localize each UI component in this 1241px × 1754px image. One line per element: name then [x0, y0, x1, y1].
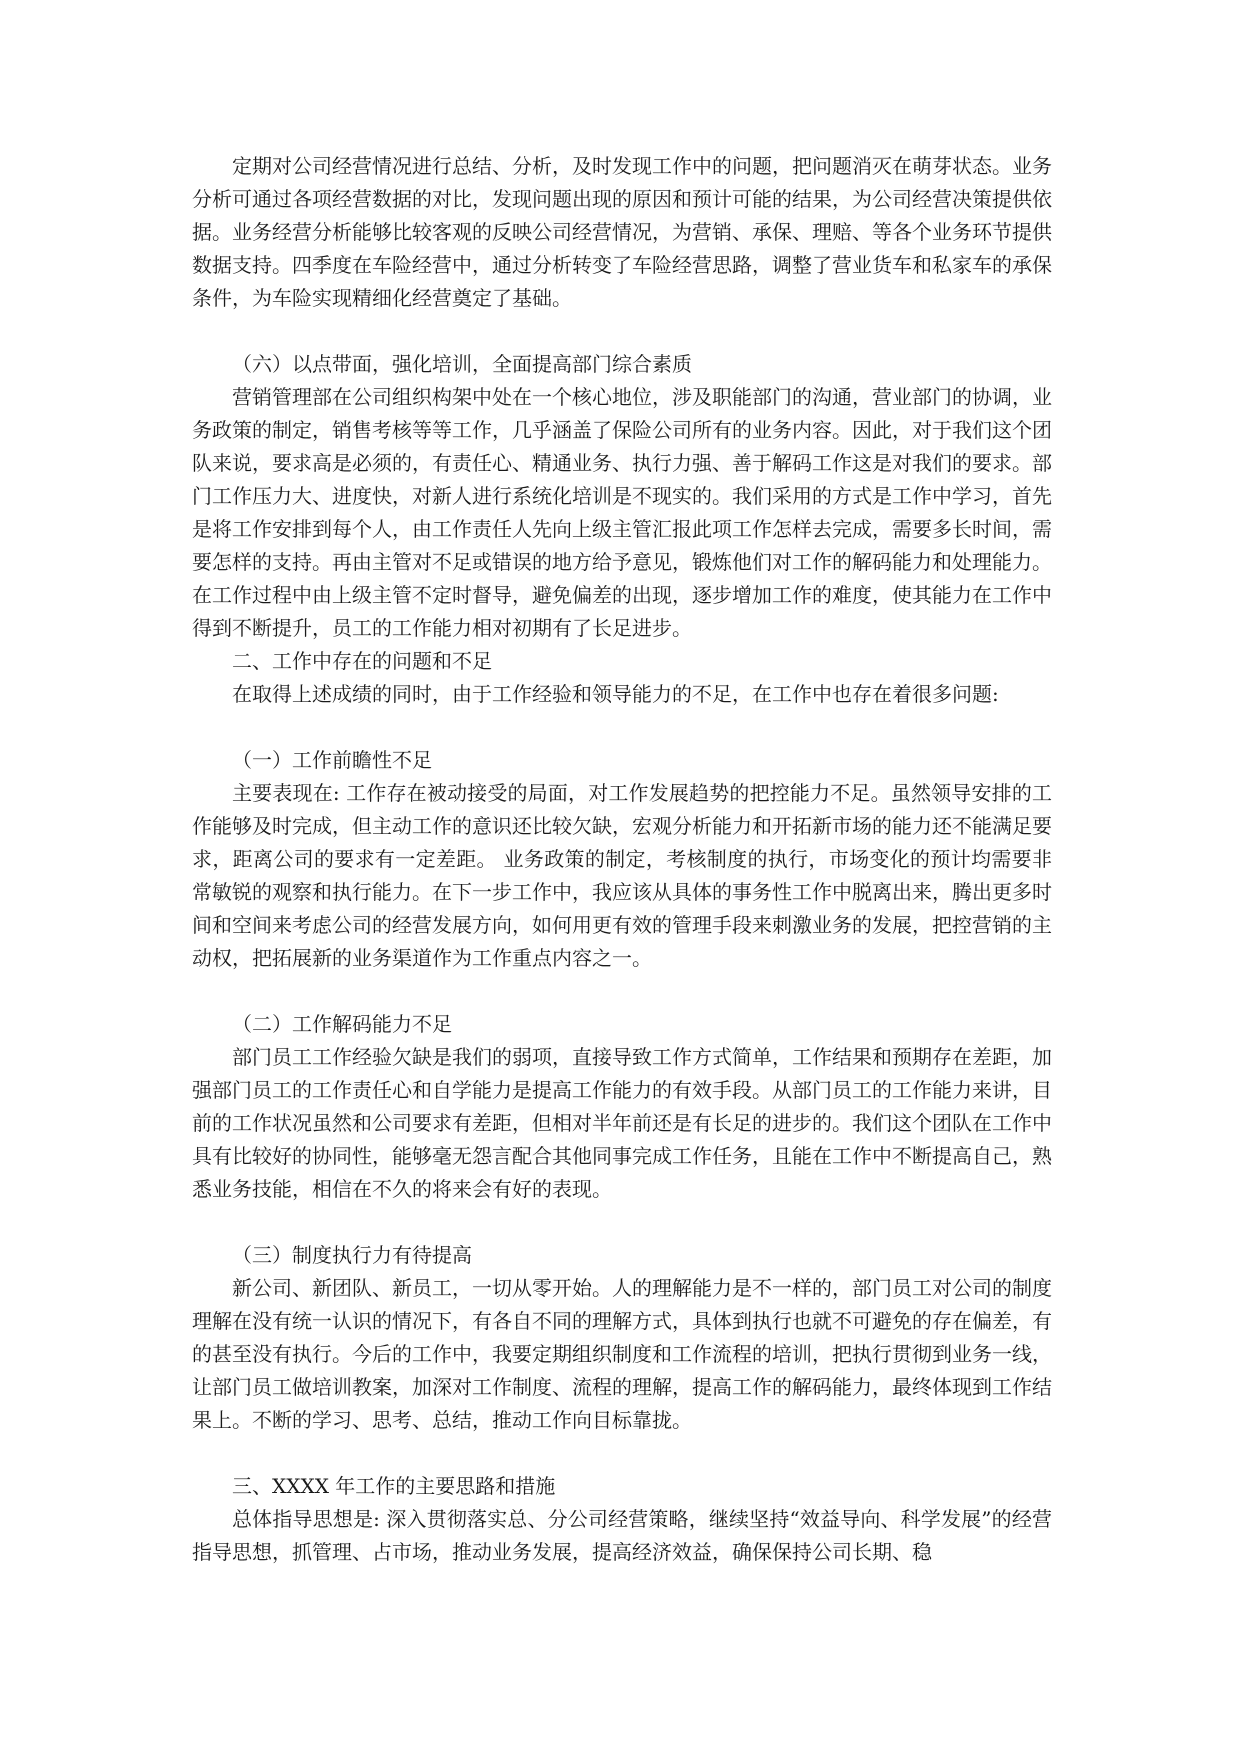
paragraph-plan: 总体指导思想是: 深入贯彻落实总、分公司经营策略，继续坚持“效益导向、科学发展”的经营指导思想，抓管理、占市场，推动业务发展，提高经济效益，确保保持公司长期、稳 — [192, 1507, 1052, 1564]
heading-problem-three: （三）制度执行力有待提高 — [232, 1243, 472, 1267]
heading-problems: 二、工作中存在的问题和不足 — [232, 649, 492, 673]
heading-problem-one: （一）工作前瞻性不足 — [232, 748, 432, 772]
document-body — [192, 150, 1052, 1569]
heading-plan: 三、XXXX 年工作的主要思路和措施 — [232, 1474, 556, 1498]
paragraph-problems-intro: 在取得上述成绩的同时，由于工作经验和领导能力的不足，在工作中也存在着很多问题: — [232, 682, 999, 706]
paragraph-business-analysis: 定期对公司经营情况进行总结、分析，及时发现工作中的问题，把问题消灭在萌芽状态。业务分析可通过各项经营数据的对比，发现问题出现的原因和预计可能的结果，为公司经营决策提供依据。业务经营分析能够比较客观的反映公司经营情况，为营销、承保、理赔、等各个业务环节提供数据支持。四季度在车险经营中，通过分析转变了车险经营思路，调整了营业货车和私家车的承保条件，为车险实现精细化经营奠定了基础。 — [192, 154, 1052, 310]
paragraph-problem-three: 新公司、新团队、新员工，一切从零开始。人的理解能力是不一样的，部门员工对公司的制度理解在没有统一认识的情况下，有各自不同的理解方式，具体到执行也就不可避免的存在偏差，有的甚至没有执行。今后的工作中，我要定期组织制度和工作流程的培训，把执行贯彻到业务一线，让部门员工做培训教案，加深对工作制度、流程的理解，提高工作的解码能力，最终体现到工作结果上。不断的学习、思考、总结，推动工作向目标靠拢。 — [192, 1276, 1052, 1432]
paragraph-gap — [192, 711, 1052, 744]
heading-problem-two: （二）工作解码能力不足 — [232, 1012, 452, 1036]
paragraph-gap — [192, 975, 1052, 1008]
paragraph-gap — [192, 1437, 1052, 1470]
heading-section-six: （六）以点带面，强化培训，全面提高部门综合素质 — [232, 352, 692, 376]
paragraph-gap — [192, 315, 1052, 348]
paragraph-gap — [192, 1206, 1052, 1239]
paragraph-problem-one: 主要表现在: 工作存在被动接受的局面，对工作发展趋势的把控能力不足。虽然领导安排的工作能够及时完成，但主动工作的意识还比较欠缺，宏观分析能力和开拓新市场的能力还不能满足要求，距离公司的要求有一定差距。 业务政策的制定，考核制度的执行，市场变化的预计均需要非常敏锐的观察和执行能力。在下一步工作中，我应该从具体的事务性工作中脱离出来，腾出更多时间和空间来考虑公司的经营发展方向，如何用更有效的管理手段来刺激业务的发展，把控营销的主动权，把拓展新的业务渠道作为工作重点内容之一。 — [192, 781, 1052, 970]
paragraph-problem-two: 部门员工工作经验欠缺是我们的弱项，直接导致工作方式简单，工作结果和预期存在差距，加强部门员工的工作责任心和自学能力是提高工作能力的有效手段。从部门员工的工作能力来讲，目前的工作状况虽然和公司要求有差距，但相对半年前还是有长足的进步的。我们这个团队在工作中具有比较好的协同性，能够毫无怨言配合其他同事完成工作任务，且能在工作中不断提高自己，熟悉业务技能，相信在不久的将来会有好的表现。 — [192, 1045, 1052, 1201]
paragraph-training: 营销管理部在公司组织构架中处在一个核心地位，涉及职能部门的沟通，营业部门的协调，业务政策的制定，销售考核等等工作，几乎涵盖了保险公司所有的业务内容。因此，对于我们这个团队来说，要求高是必须的，有责任心、精通业务、执行力强、善于解码工作这是对我们的要求。部门工作压力大、进度快，对新人进行系统化培训是不现实的。我们采用的方式是工作中学习，首先是将工作安排到每个人，由工作责任人先向上级主管汇报此项工作怎样去完成，需要多长时间，需要怎样的支持。再由主管对不足或错误的地方给予意见，锻炼他们对工作的解码能力和处理能力。在工作过程中由上级主管不定时督导，避免偏差的出现，逐步增加工作的难度，使其能力在工作中得到不断提升，员工的工作能力相对初期有了长足进步。 — [192, 385, 1052, 640]
